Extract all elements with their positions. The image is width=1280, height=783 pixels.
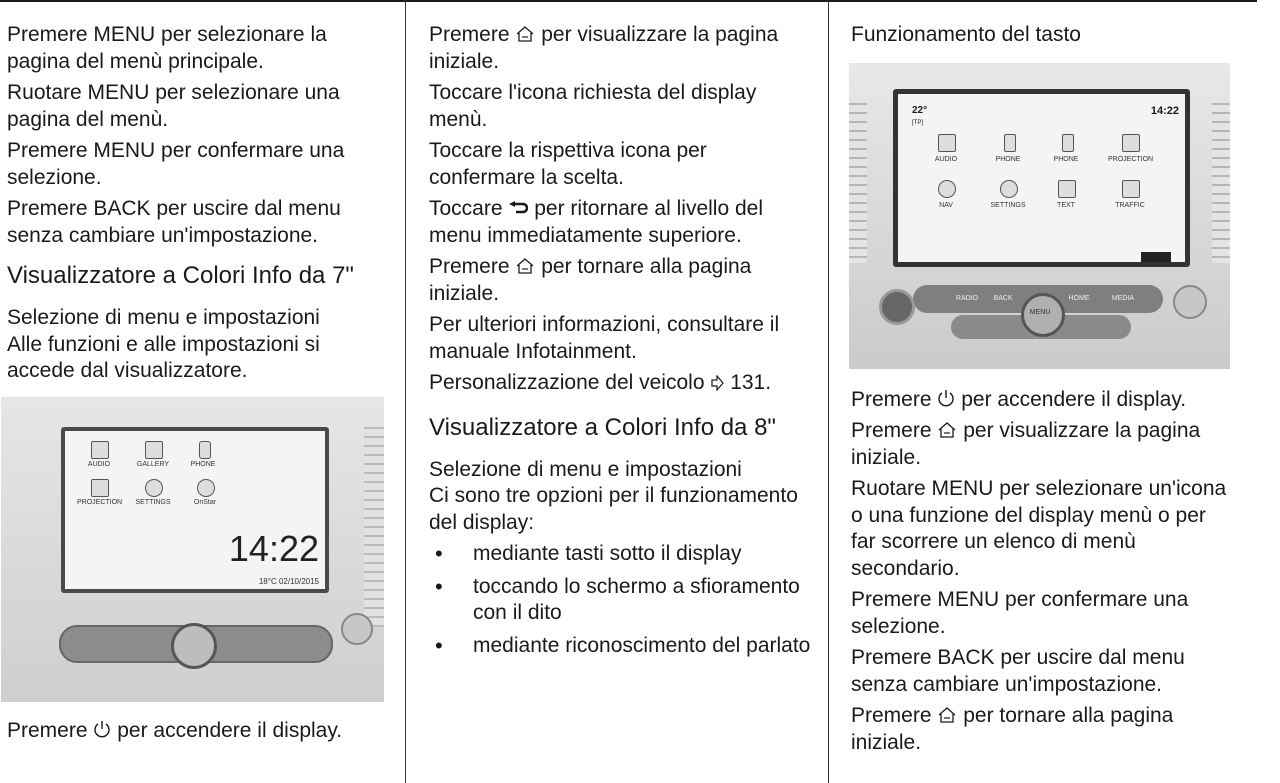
paragraph-menu-confirm: Premere MENU per confermare una selezione. bbox=[7, 139, 345, 189]
power-icon bbox=[93, 719, 111, 739]
paragraph-menu-rotate: Ruotare MENU per selezionare una pagina del menù. bbox=[7, 81, 340, 131]
settings-icon bbox=[145, 479, 163, 497]
list-item: • mediante riconoscimento del parlato bbox=[429, 633, 814, 660]
phone-icon bbox=[1062, 134, 1074, 152]
paragraph-home-view: Premere per visualizzare la pagina iniziale. bbox=[429, 23, 779, 73]
paragraph-personalization: Personalizzazione del veicolo 131. bbox=[429, 371, 772, 394]
screen-tp: [TP] bbox=[912, 119, 924, 126]
paragraph-power-on: Premere per accendere il display. bbox=[7, 718, 343, 742]
subheading-8: Selezione di menu e impostazioni bbox=[429, 457, 742, 481]
screen-label: SETTINGS bbox=[135, 498, 171, 506]
column-divider-1 bbox=[405, 0, 406, 783]
traffic-icon bbox=[1122, 180, 1140, 198]
column-divider-2 bbox=[828, 0, 829, 783]
screen-label: OnStar bbox=[193, 498, 217, 506]
screen-label: SETTINGS bbox=[990, 201, 1026, 209]
heading-button-operation: Funzionamento del tasto bbox=[851, 23, 1081, 46]
paragraph-three-options: Ci sono tre opzioni per il funzionamento del display: bbox=[429, 484, 798, 534]
paragraph-access: Alle funzioni e alle impostazioni si accede dal visualizzatore. bbox=[7, 332, 320, 382]
settings-icon bbox=[1000, 180, 1018, 198]
list-item: • toccando lo schermo a sfioramento con il dito bbox=[429, 574, 814, 627]
screen-label: PHONE bbox=[995, 155, 1021, 163]
home-icon bbox=[937, 421, 957, 439]
screen-temperature: 22° bbox=[912, 104, 928, 116]
paragraph-back: Premere BACK per uscire dal menu senza cambiare un'impostazione. bbox=[7, 197, 341, 247]
audio-icon bbox=[91, 441, 109, 459]
phone-icon bbox=[199, 441, 211, 459]
menu-knob-label: MENU bbox=[1029, 308, 1051, 316]
figure-7-inch-display bbox=[1, 397, 384, 702]
paragraph-touch-confirm: Toccare la rispettiva icona per confermare la scelta. bbox=[429, 139, 707, 189]
media-button-label: MEDIA bbox=[1111, 294, 1135, 302]
power-knob bbox=[171, 623, 217, 669]
back-arrow-icon bbox=[508, 201, 528, 217]
back-button-label: BACK bbox=[993, 294, 1013, 302]
hazard-button bbox=[1173, 285, 1207, 319]
hazard-button bbox=[341, 613, 373, 645]
screen-label: PHONE bbox=[1053, 155, 1079, 163]
home-icon bbox=[515, 257, 535, 275]
page-reference-icon bbox=[710, 375, 724, 391]
radio-button-label: RADIO bbox=[955, 294, 979, 302]
section-heading-7: Visualizzatore a Colori Info da 7" bbox=[7, 262, 354, 289]
screen-label: AUDIO bbox=[87, 460, 111, 468]
paragraph-touch-icon: Toccare l'icona richiesta del display menù. bbox=[429, 81, 757, 131]
paragraph-back: Premere BACK per uscire dal menu senza cambiare un'impostazione. bbox=[851, 646, 1185, 696]
power-icon bbox=[937, 388, 955, 408]
screen-label: NAV bbox=[939, 201, 953, 209]
home-icon bbox=[515, 25, 535, 43]
screen-expand-tab bbox=[1141, 252, 1171, 262]
screen-label: TEXT bbox=[1057, 201, 1075, 209]
audio-icon bbox=[938, 134, 956, 152]
paragraph-home-return: Premere per tornare alla pagina iniziale. bbox=[851, 704, 1174, 754]
paragraph-home-view: Premere per visualizzare la pagina iniziale. bbox=[851, 419, 1201, 469]
screen-label: TRAFFIC bbox=[1115, 201, 1145, 209]
options-list bbox=[429, 541, 814, 659]
paragraph-menu-main: Premere MENU per selezionare la pagina del menù principale. bbox=[7, 23, 327, 73]
projection-icon bbox=[91, 479, 109, 497]
power-button bbox=[879, 289, 915, 325]
paragraph-infotainment: Per ulteriori informazioni, consultare il manuale Infotainment. bbox=[429, 313, 780, 363]
screen-label: PROJECTION bbox=[77, 498, 123, 506]
display-screen-7 bbox=[61, 427, 329, 593]
subheading-7: Selezione di menu e impostazioni bbox=[7, 306, 320, 329]
home-button-label: HOME bbox=[1068, 294, 1090, 302]
top-rule bbox=[0, 0, 1257, 2]
text-icon bbox=[1058, 180, 1076, 198]
paragraph-menu-confirm: Premere MENU per confermare una selezione. bbox=[851, 588, 1189, 638]
screen-temp-date: 18°C 02/10/2015 bbox=[258, 576, 319, 586]
screen-label: PROJECTION bbox=[1108, 155, 1154, 163]
paragraph-menu-rotate: Ruotare MENU per selezionare un'icona o una funzione del display menù o per far scorrere un elenco di menù secondario. bbox=[851, 477, 1227, 580]
navigation-icon bbox=[938, 180, 956, 198]
list-item: • mediante tasti sotto il display bbox=[429, 541, 814, 568]
paragraph-home-return: Premere per tornare alla pagina iniziale. bbox=[429, 255, 752, 305]
section-heading-8: Visualizzatore a Colori Info da 8" bbox=[429, 413, 776, 441]
column-2 bbox=[429, 22, 814, 665]
display-screen-8 bbox=[893, 89, 1190, 267]
projection-icon bbox=[1122, 134, 1140, 152]
column-3 bbox=[851, 22, 1236, 761]
figure-8-inch-display bbox=[849, 63, 1230, 369]
screen-clock: 14:22 bbox=[1150, 104, 1179, 117]
phone-icon bbox=[1004, 134, 1016, 152]
home-icon bbox=[937, 706, 957, 724]
gallery-icon bbox=[145, 441, 163, 459]
screen-clock: 14:22 bbox=[228, 527, 319, 569]
onstar-icon bbox=[197, 479, 215, 497]
screen-label: GALLERY bbox=[136, 460, 170, 468]
paragraph-back-level: Toccare per ritornare al livello del menu immediatamente superiore. bbox=[429, 197, 763, 247]
screen-label: PHONE bbox=[190, 460, 216, 468]
column-1 bbox=[7, 22, 392, 749]
screen-label: AUDIO bbox=[934, 155, 958, 163]
paragraph-power-on: Premere per accendere il display. bbox=[851, 387, 1187, 411]
